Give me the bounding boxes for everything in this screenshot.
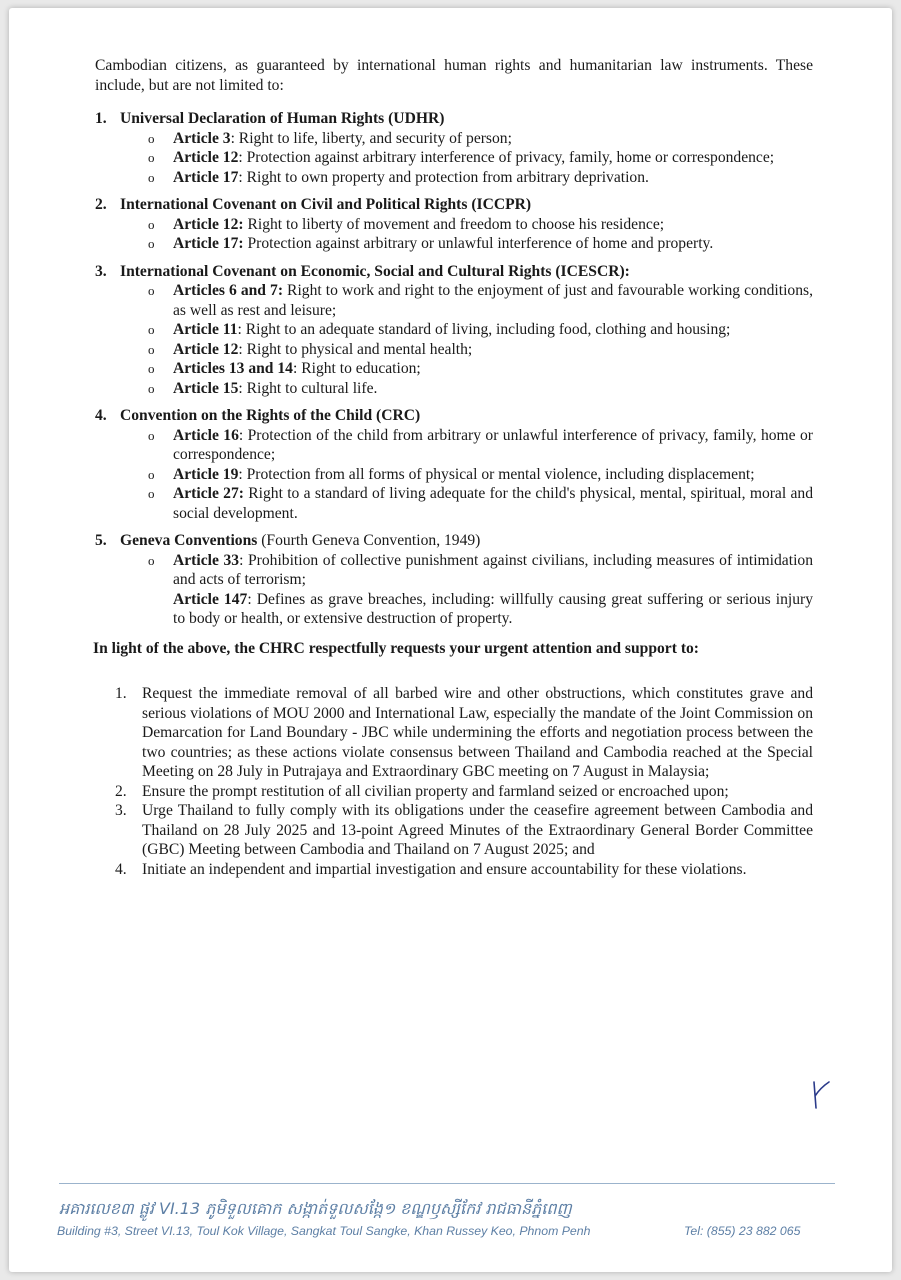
- article-label: Article 147: [173, 590, 248, 608]
- article-text: Right to liberty of movement and freedom to choose his residence;: [243, 215, 665, 233]
- article-text: : Prohibition of collective punishment against civilians, including measures of intimidation and acts of terrorism;: [173, 551, 813, 588]
- instrument-number: 2.: [95, 196, 107, 213]
- article-label: Article 19: [173, 465, 239, 483]
- article-text: : Right to own property and protection from arbitrary deprivation.: [238, 168, 649, 186]
- circle-bullet-icon: [148, 320, 155, 340]
- article-text: : Right to an adequate standard of living, including food, clothing and housing;: [237, 321, 731, 338]
- article-list: [120, 426, 813, 524]
- instrument-title: Convention on the Rights of the Child (CRC): [120, 407, 421, 424]
- instrument-title: Universal Declaration of Human Rights (UDHR): [120, 110, 445, 127]
- circle-bullet-icon: [148, 215, 155, 235]
- article-item: [173, 426, 813, 465]
- document-page: [9, 8, 892, 1272]
- article-label: Article 17: [173, 168, 239, 186]
- instrument-title: International Covenant on Economic, Social and Cultural Rights (ICESCR):: [120, 262, 630, 280]
- request-text: Request the immediate removal of all barbed wire and other obstructions, which constitutes grave and serious violations of MOU 2000 and International Law, especially the mandate of the Joint Commission on Demarcation for Land Boundary - JBC while undermining the efforts and negotiation process between the two countries; as these actions violate consensus between Thailand and Cambodia reached at the Special Meeting on 28 July in Putrajaya and Extraordinary GBC meeting on 7 August in Malaysia;: [142, 685, 813, 780]
- article-text: : Defines as grave breaches, including: willfully causing great suffering or serious injury to body or health, or extensive destruction of property.: [173, 590, 813, 627]
- article-item: [173, 281, 813, 320]
- article-item: [173, 320, 813, 340]
- document-body: [95, 56, 813, 879]
- request-text: Initiate an independent and impartial investigation and ensure accountability for these violations.: [142, 860, 747, 878]
- instrument-item: [95, 195, 813, 254]
- request-number: 4.: [115, 860, 127, 878]
- requests-list: [95, 684, 813, 879]
- article-item: [173, 465, 813, 485]
- footer-khmer-address: អគារលេខ៣ ផ្លូវ VI.13 ភូមិទួលគោក សង្កាត់ទួលសង្កែ១ ខណ្ឌឫស្សីកែវ រាជធានីភ្នំពេញ: [59, 1199, 572, 1218]
- article-label: Article 17:: [173, 235, 244, 252]
- request-number: 1.: [115, 685, 127, 702]
- instrument-item: [95, 109, 813, 187]
- instrument-number: 4.: [95, 407, 107, 424]
- instrument-heading: [120, 195, 813, 215]
- requests-heading: In light of the above, the CHRC respectfully requests your urgent attention and support to:: [93, 639, 700, 657]
- circle-bullet-icon: [148, 281, 155, 301]
- instrument-item: [95, 262, 813, 399]
- instrument-note: (Fourth Geneva Convention, 1949): [257, 532, 481, 549]
- article-label: Article 12: [173, 340, 239, 358]
- circle-bullet-icon: [148, 379, 155, 399]
- circle-bullet-icon: [148, 551, 155, 571]
- article-label: Article 27:: [173, 485, 244, 502]
- intro-paragraph: Cambodian citizens, as guaranteed by international human rights and humanitarian law instruments. These include, but are not limited to:: [95, 57, 813, 94]
- article-label: Articles 6 and 7:: [173, 282, 284, 299]
- article-label: Article 12:: [173, 215, 244, 233]
- article-list: [120, 551, 813, 590]
- request-number: 2.: [115, 782, 127, 800]
- article-label: Article 15: [173, 379, 239, 397]
- article-text: Right to work and right to the enjoyment of just and favourable working conditions, as well as rest and leisure;: [173, 282, 813, 319]
- article-item: [173, 215, 813, 235]
- article-text: : Right to education;: [292, 360, 421, 377]
- instrument-heading: [120, 531, 813, 551]
- article-item: [173, 484, 813, 523]
- article-item: [173, 551, 813, 590]
- article-label: Articles 13 and 14: [173, 360, 293, 377]
- article-text: : Protection against arbitrary interference of privacy, family, home or correspondence;: [238, 149, 775, 166]
- article-item: [173, 379, 813, 399]
- article-item: [173, 148, 813, 168]
- article-label: Article 12: [173, 149, 239, 166]
- article-item: [173, 340, 813, 360]
- signature-initial: [805, 1074, 835, 1114]
- article-item: [173, 359, 813, 379]
- article-label: Article 33: [173, 551, 240, 569]
- request-text: Ensure the prompt restitution of all civilian property and farmland seized or encroached upon;: [142, 782, 729, 800]
- article-item: [173, 234, 813, 254]
- circle-bullet-icon: [148, 484, 155, 504]
- article-label: Article 16: [173, 426, 239, 444]
- article-list: [120, 215, 813, 254]
- circle-bullet-icon: [148, 340, 155, 360]
- request-item: [115, 860, 813, 880]
- circle-bullet-icon: [148, 148, 155, 168]
- request-item: [115, 801, 813, 860]
- circle-bullet-icon: [148, 426, 155, 446]
- instrument-item: [95, 531, 813, 629]
- instrument-heading: [120, 262, 813, 282]
- footer-address: Building #3, Street VI.13, Toul Kok Village, Sangkat Toul Sangke, Khan Russey Keo, Phnom Penh: [57, 1224, 591, 1238]
- article-text: : Protection of the child from arbitrary or unlawful interference of privacy, family, home or correspondence;: [173, 426, 813, 463]
- circle-bullet-icon: [148, 359, 155, 379]
- instrument-number: 3.: [95, 262, 107, 280]
- article-label: Article 3: [173, 129, 231, 147]
- article-text: : Right to life, liberty, and security of person;: [230, 129, 512, 147]
- footer-divider: [59, 1183, 835, 1184]
- instruments-list: [95, 109, 813, 629]
- article-text: Right to a standard of living adequate for the child's physical, mental, spiritual, moral and social development.: [173, 485, 813, 522]
- circle-bullet-icon: [148, 129, 155, 149]
- article-item: [173, 168, 813, 188]
- request-number: 3.: [115, 802, 127, 819]
- instrument-number: 5.: [95, 532, 107, 549]
- article-text: : Right to cultural life.: [238, 379, 378, 397]
- article-item: [173, 129, 813, 149]
- instrument-heading: [120, 406, 813, 426]
- article-text: : Right to physical and mental health;: [238, 340, 473, 358]
- article-list: [120, 281, 813, 398]
- footer-telephone: Tel: (855) 23 882 065: [684, 1224, 801, 1238]
- request-item: [115, 684, 813, 782]
- request-item: [115, 782, 813, 802]
- circle-bullet-icon: [148, 234, 155, 254]
- article-text: : Protection from all forms of physical or mental violence, including displacement;: [238, 465, 755, 483]
- article-text: Protection against arbitrary or unlawful interference of home and property.: [243, 235, 714, 252]
- instrument-heading: [120, 109, 813, 129]
- instrument-title: International Covenant on Civil and Political Rights (ICCPR): [120, 196, 532, 213]
- circle-bullet-icon: [148, 168, 155, 188]
- article-list: [120, 129, 813, 188]
- article-label: Article 11: [173, 321, 238, 338]
- circle-bullet-icon: [148, 465, 155, 485]
- instrument-title: Geneva Conventions: [120, 532, 258, 549]
- request-text: Urge Thailand to fully comply with its obligations under the ceasefire agreement between Cambodia and Thailand on 28 July 2025 and 13-point Agreed Minutes of the Extraordinary General Border Committee (GBC) Meeting between Cambodia and Thailand on 7 August 2025; and: [142, 802, 813, 858]
- instrument-item: [95, 406, 813, 523]
- instrument-number: 1.: [95, 110, 107, 127]
- article-item: [173, 590, 813, 629]
